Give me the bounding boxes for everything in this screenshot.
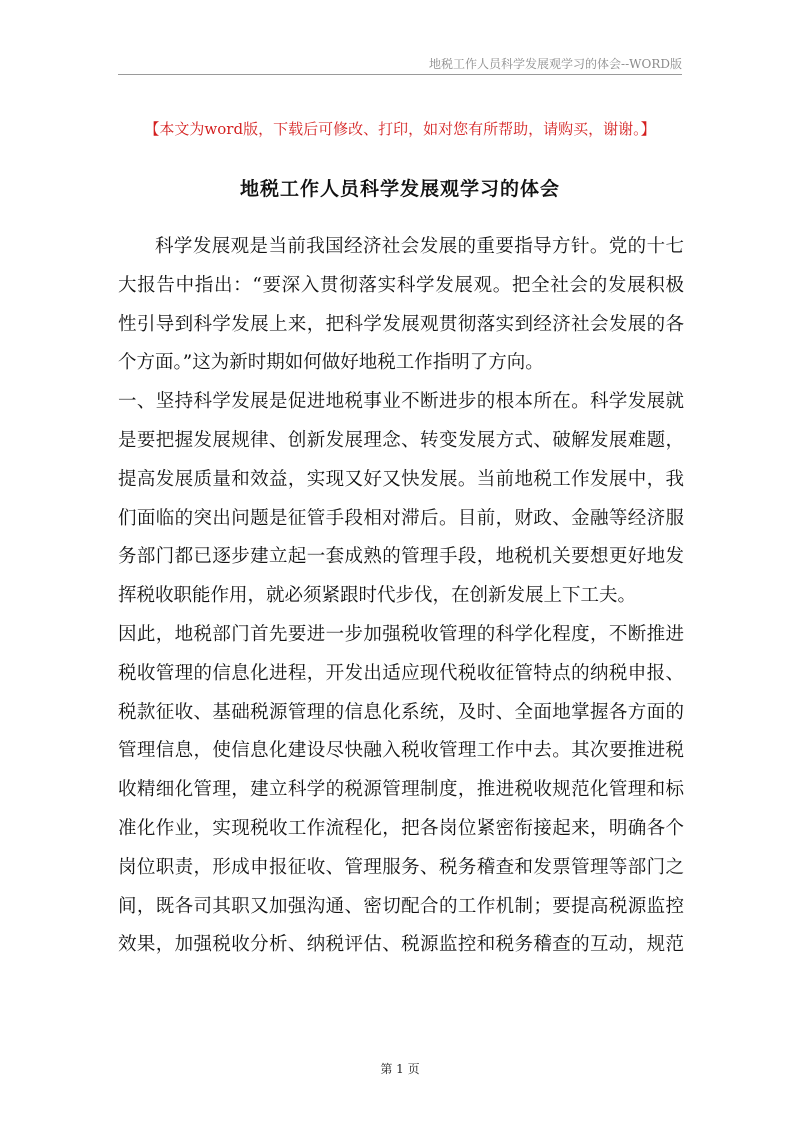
paragraph-line: 个方面。”这为新时期如何做好地税工作指明了方向。 xyxy=(118,352,544,374)
paragraph-line: 税款征收、基础税源管理的信息化系统，及时、全面地掌握各方面的 xyxy=(118,701,684,723)
paragraph-line: 务部门都已逐步建立起一套成熟的管理手段，地税机关要想更好地发 xyxy=(118,546,684,568)
paragraph-line: 提高发展质量和效益，实现又好又快发展。当前地税工作发展中，我 xyxy=(118,468,684,490)
paragraph-line: 因此，地税部门首先要进一步加强税收管理的科学化程度，不断推进 xyxy=(118,623,684,645)
paragraph-line: 是要把握发展规律、创新发展理念、转变发展方式、破解发展难题， xyxy=(118,429,684,451)
paragraph-line: 管理信息，使信息化建设尽快融入税收管理工作中去。其次要推进税 xyxy=(118,740,684,762)
paragraph-line: 们面临的突出问题是征管手段相对滞后。目前，财政、金融等经济服 xyxy=(118,507,684,529)
paragraph-line: 收精细化管理，建立科学的税源管理制度，推进税收规范化管理和标 xyxy=(118,779,684,801)
paragraph-line: 岗位职责，形成申报征收、管理服务、税务稽查和发票管理等部门之 xyxy=(118,856,684,878)
header-divider xyxy=(118,74,682,75)
paragraph-line: 科学发展观是当前我国经济社会发展的重要指导方针。党的十七 xyxy=(155,236,684,257)
page-number: 第 1 页 xyxy=(380,1062,420,1076)
paragraph-line: 间，既各司其职又加强沟通、密切配合的工作机制；要提高税源监控 xyxy=(118,895,684,917)
download-notice: 【本文为word版，下载后可修改、打印，如对您有所帮助，请购买，谢谢。】 xyxy=(144,120,656,138)
running-header: 地税工作人员科学发展观学习的体会--WORD版 xyxy=(429,57,682,71)
document-title: 地税工作人员科学发展观学习的体会 xyxy=(239,178,560,200)
paragraph-line: 性引导到科学发展上来，把科学发展观贯彻落实到经济社会发展的各 xyxy=(118,313,684,335)
paragraph-line: 效果，加强税收分析、纳税评估、税源监控和税务稽查的互动，规范 xyxy=(118,934,684,956)
paragraph-line: 大报告中指出：“要深入贯彻落实科学发展观。把全社会的发展积极 xyxy=(118,274,684,296)
paragraph-line: 税收管理的信息化进程，开发出适应现代税收征管特点的纳税申报、 xyxy=(118,662,684,684)
paragraph-line: 挥税收职能作用，就必须紧跟时代步伐，在创新发展上下工夫。 xyxy=(118,585,637,607)
document-body xyxy=(118,228,684,965)
paragraph-line: 一、坚持科学发展是促进地税事业不断进步的根本所在。科学发展就 xyxy=(118,391,684,413)
paragraph-line: 准化作业，实现税收工作流程化，把各岗位紧密衔接起来，明确各个 xyxy=(118,817,684,839)
